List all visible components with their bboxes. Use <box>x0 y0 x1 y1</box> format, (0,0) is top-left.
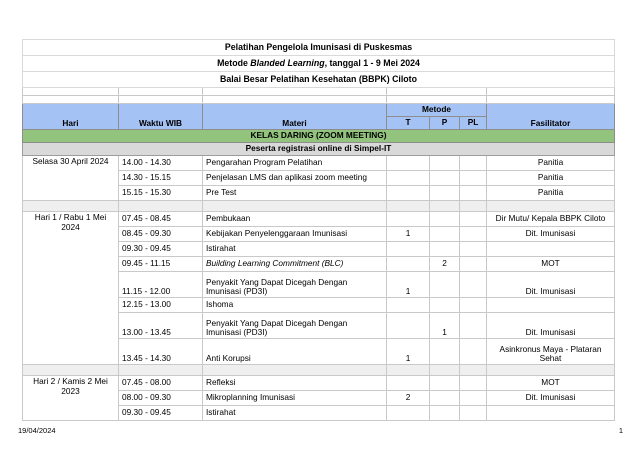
time-cell: 14.30 - 15.15 <box>119 171 203 186</box>
title-line-1: Pelatihan Pengelola Imunisasi di Puskesmas <box>23 40 615 56</box>
time-cell: 15.15 - 15.30 <box>119 186 203 201</box>
header-fasilitator: Fasilitator <box>487 104 615 130</box>
topic-cell: Kebijakan Penyelenggaraan Imunisasi <box>203 227 387 242</box>
method-pl-cell <box>460 272 487 298</box>
facilitator-cell: MOT <box>487 257 615 272</box>
facilitator-cell: Panitia <box>487 186 615 201</box>
topic-cell: Building Learning Commitment (BLC) <box>203 257 387 272</box>
header-hari: Hari <box>23 104 119 130</box>
method-p-cell <box>430 242 460 257</box>
method-t-cell <box>387 257 430 272</box>
table-row <box>23 212 615 227</box>
time-cell: 14.00 - 14.30 <box>119 156 203 171</box>
time-cell: 09.45 - 11.15 <box>119 257 203 272</box>
method-t-cell: 1 <box>387 272 430 298</box>
method-t-cell: 1 <box>387 339 430 365</box>
method-t-cell <box>387 376 430 391</box>
facilitator-cell: Asinkronus Maya - Plataran Sehat <box>487 339 615 365</box>
day-label: Selasa 30 April 2024 <box>23 156 119 201</box>
method-t-cell <box>387 242 430 257</box>
title-line-2: Metode Blanded Learning, tanggal 1 - 9 Mei 2024 <box>23 56 615 72</box>
method-p-cell <box>430 186 460 201</box>
method-p-cell <box>430 376 460 391</box>
method-t-cell <box>387 156 430 171</box>
method-pl-cell <box>460 339 487 365</box>
time-cell: 09.30 - 09.45 <box>119 406 203 421</box>
time-cell: 07.45 - 08.45 <box>119 212 203 227</box>
method-p-cell <box>430 298 460 313</box>
method-pl-cell <box>460 406 487 421</box>
header-metode: Metode <box>387 104 487 117</box>
time-cell: 09.30 - 09.45 <box>119 242 203 257</box>
footer-page-number: 1 <box>618 426 623 435</box>
topic-cell: Istirahat <box>203 242 387 257</box>
day-label: Hari 2 / Kamis 2 Mei 2023 <box>23 376 119 421</box>
method-pl-cell <box>460 212 487 227</box>
facilitator-cell: Dit. Imunisasi <box>487 227 615 242</box>
topic-cell: Pengarahan Program Pelatihan <box>203 156 387 171</box>
facilitator-cell: Dit. Imunisasi <box>487 313 615 339</box>
method-p-cell <box>430 406 460 421</box>
method-t-cell <box>387 186 430 201</box>
table-row <box>23 376 615 391</box>
topic-cell: Istirahat <box>203 406 387 421</box>
facilitator-cell: Dir Mutu/ Kepala BBPK Ciloto <box>487 212 615 227</box>
topic-cell: Refleksi <box>203 376 387 391</box>
method-t-cell <box>387 212 430 227</box>
header-p: P <box>430 117 460 130</box>
header-pl: PL <box>460 117 487 130</box>
topic-cell: Pre Test <box>203 186 387 201</box>
time-cell: 13.45 - 14.30 <box>119 339 203 365</box>
topic-cell: Penyakit Yang Dapat Dicegah Dengan Imunisasi (PD3I) <box>203 313 387 339</box>
method-p-cell <box>430 391 460 406</box>
method-pl-cell <box>460 257 487 272</box>
method-t-cell <box>387 313 430 339</box>
topic-cell: Penjelasan LMS dan aplikasi zoom meeting <box>203 171 387 186</box>
method-pl-cell <box>460 376 487 391</box>
time-cell: 11.15 - 12.00 <box>119 272 203 298</box>
facilitator-cell: Panitia <box>487 156 615 171</box>
topic-cell: Ishoma <box>203 298 387 313</box>
facilitator-cell <box>487 242 615 257</box>
method-pl-cell <box>460 391 487 406</box>
facilitator-cell: MOT <box>487 376 615 391</box>
method-p-cell <box>430 156 460 171</box>
facilitator-cell <box>487 298 615 313</box>
method-pl-cell <box>460 313 487 339</box>
topic-cell: Anti Korupsi <box>203 339 387 365</box>
time-cell: 13.00 - 13.45 <box>119 313 203 339</box>
method-t-cell <box>387 171 430 186</box>
schedule-table <box>22 39 615 421</box>
facilitator-cell: Dit. Imunisasi <box>487 391 615 406</box>
header-waktu: Waktu WIB <box>119 104 203 130</box>
separator-row <box>23 201 615 212</box>
topic-cell: Penyakit Yang Dapat Dicegah Dengan Imunisasi (PD3I) <box>203 272 387 298</box>
topic-cell: Pembukaan <box>203 212 387 227</box>
method-t-cell <box>387 406 430 421</box>
method-p-cell: 1 <box>430 313 460 339</box>
method-t-cell: 2 <box>387 391 430 406</box>
time-cell: 12.15 - 13.00 <box>119 298 203 313</box>
table-row <box>23 156 615 171</box>
method-pl-cell <box>460 242 487 257</box>
method-p-cell: 2 <box>430 257 460 272</box>
method-pl-cell <box>460 227 487 242</box>
facilitator-cell <box>487 406 615 421</box>
topic-cell: Mikroplanning Imunisasi <box>203 391 387 406</box>
method-pl-cell <box>460 171 487 186</box>
method-pl-cell <box>460 186 487 201</box>
separator-row <box>23 365 615 376</box>
facilitator-cell: Panitia <box>487 171 615 186</box>
method-p-cell <box>430 272 460 298</box>
method-p-cell <box>430 171 460 186</box>
method-p-cell <box>430 227 460 242</box>
method-p-cell <box>430 339 460 365</box>
time-cell: 08.00 - 09.30 <box>119 391 203 406</box>
time-cell: 07.45 - 08.00 <box>119 376 203 391</box>
method-t-cell <box>387 298 430 313</box>
subsection-header: Peserta registrasi online di Simpel-IT <box>23 143 615 156</box>
method-t-cell: 1 <box>387 227 430 242</box>
method-pl-cell <box>460 156 487 171</box>
method-pl-cell <box>460 298 487 313</box>
footer-date: 19/04/2024 <box>18 426 56 435</box>
method-p-cell <box>430 212 460 227</box>
facilitator-cell: Dit. Imunisasi <box>487 272 615 298</box>
time-cell: 08.45 - 09.30 <box>119 227 203 242</box>
header-materi: Materi <box>203 104 387 130</box>
section-header: KELAS DARING (ZOOM MEETING) <box>23 130 615 143</box>
day-label: Hari 1 / Rabu 1 Mei 2024 <box>23 212 119 365</box>
title-line-3: Balai Besar Pelatihan Kesehatan (BBPK) Ciloto <box>23 72 615 88</box>
header-t: T <box>387 117 430 130</box>
